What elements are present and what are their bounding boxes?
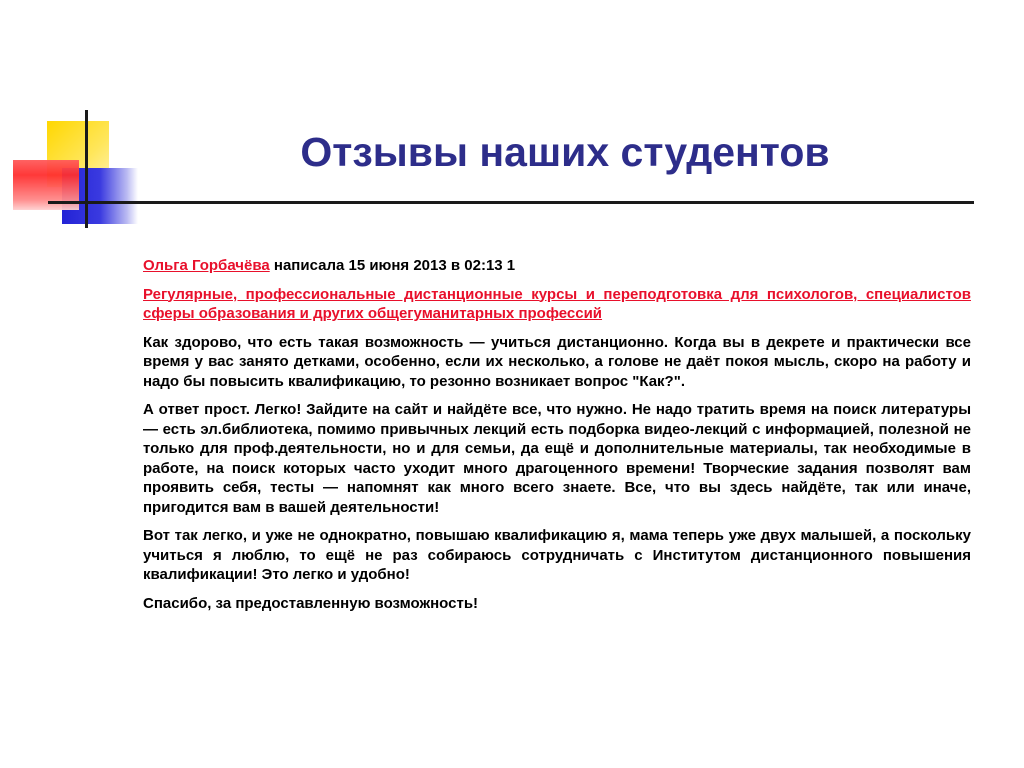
review-content <box>143 256 971 622</box>
review-header <box>143 256 971 276</box>
title-underline <box>48 201 974 204</box>
review-paragraph-1: Как здорово, что есть такая возможность — учиться дистанционно. Когда вы в декрете и практически все время у вас занято детками, особенно, если их несколько, а голове не даёт покоя мысль, скоро на работу и надо бы повысить квалификацию, то резонно возникает вопрос "Как?". <box>143 333 971 390</box>
course-link-paragraph <box>143 285 971 324</box>
review-meta: написала 15 июня 2013 в 02:13 1 <box>269 257 516 274</box>
author-link[interactable]: Ольга Горбачёва <box>143 257 270 274</box>
course-link[interactable]: Регулярные, профессиональные дистанционные курсы и переподготовка для психологов, специалистов сферы образования и других общегуманитарных профессий <box>143 285 971 322</box>
review-paragraph-2: А ответ прост. Легко! Зайдите на сайт и найдёте все, что нужно. Не надо тратить время на поиск литературы — есть эл.библиотека, помимо привычных лекций есть подборка видео-лекций с информацией, полезной не только для проф.деятельности, но и для семьи, да ещё и дополнительные материалы, так необходимые в работе, на поиск которых часто уходит много драгоценного времени! Творческие задания позволят вам проявить себя, тесты — напомнят как много всего знаете. Все, что вы здесь найдёте, так или иначе, пригодится вам в вашей деятельности! <box>143 401 971 516</box>
vertical-divider-line <box>85 110 88 228</box>
page-title: Отзывы наших студентов <box>300 129 830 175</box>
review-paragraph-3: Вот так легко, и уже не однократно, повышаю квалификацию я, мама теперь уже двух малышей, а поскольку учиться я люблю, то ещё не раз собираюсь сотрудничать с Институтом дистанционного повышения квалификации! Это легко и удобно! <box>143 527 971 583</box>
decorative-logo <box>0 0 150 240</box>
review-paragraph-4: Спасибо, за предоставленную возможность! <box>143 594 479 612</box>
